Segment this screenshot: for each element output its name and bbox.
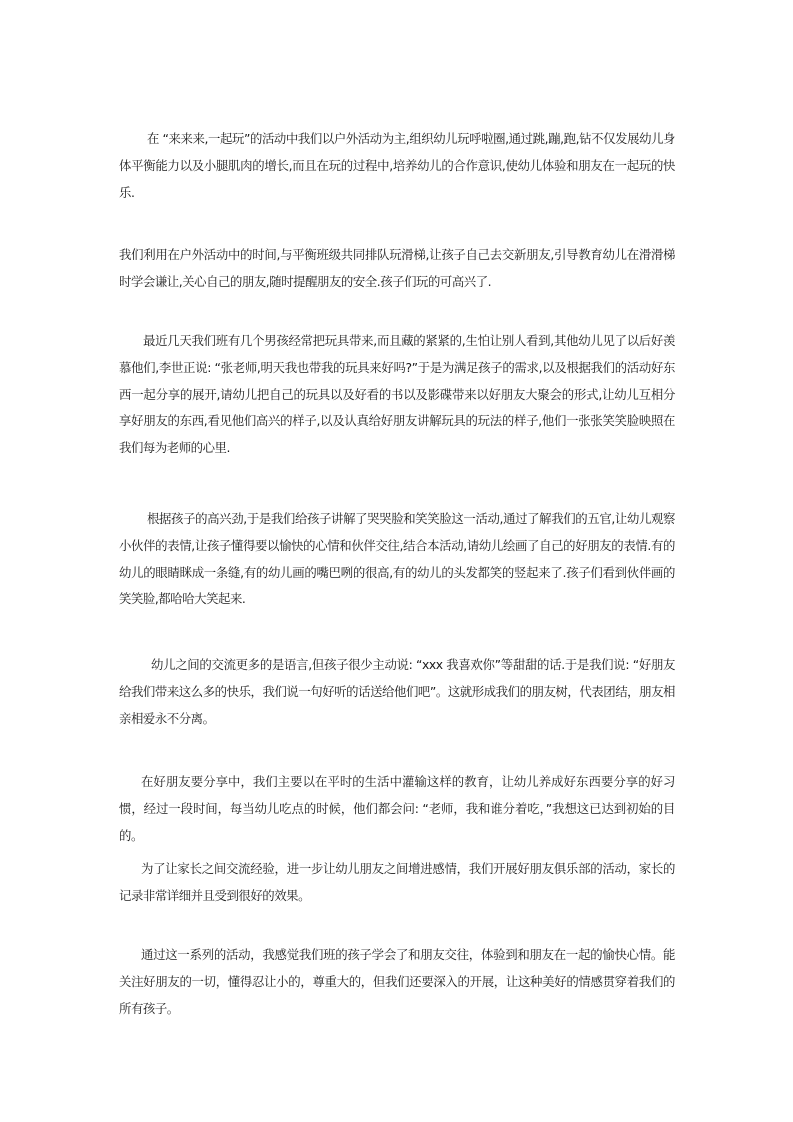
paragraph: 最近几天我们班有几个男孩经常把玩具带来,而且藏的紧紧的,生怕让别人看到,其他幼儿见了以后好羡慕他们,李世正说: “张老师,明天我也带我的玩具来好吗?”于是为满足孩子的需求,以及根据我们的活动好东西一起分享的展开,请幼儿把自己的玩具以及好看的书以及影碟带来以好朋友大聚会的形式,让幼儿互相分享好朋友的东西,看见他们高兴的样子,以及认真给好朋友讲解玩具的玩法的样子,他们一张张笑笑脸映照在我们每为老师的心里. (119, 333, 675, 456)
paragraph: 我们利用在户外活动中的时间,与平衡班级共同排队玩滑梯,让孩子自己去交新朋友,引导教育幼儿在滑滑梯时学会谦让,关心自己的朋友,随时提醒朋友的安全.孩子们玩的可高兴了. (119, 247, 675, 289)
paragraph: 根据孩子的高兴劲,于是我们给孩子讲解了哭哭脸和笑笑脸这一活动,通过了解我们的五官,让幼儿观察小伙伴的表情,让孩子懂得要以愉快的心情和伙伴交往,结合本活动,请幼儿绘画了自己的好朋友的表情.有的幼儿的眼睛眯成一条缝,有的幼儿画的嘴巴咧的很高,有的幼儿的头发都笑的竖起来了.孩子们看到伙伴画的笑笑脸,都哈哈大笑起来. (119, 511, 675, 607)
paragraph: 幼儿之间的交流更多的是语言,但孩子很少主动说: “xxx 我喜欢你”等甜甜的话.于是我们说: “好朋友给我们带来这么多的快乐，我们说一句好听的话送给他们吧”。这就形成我们的朋友树，代表团结，朋友相亲相爱永不分离。 (119, 657, 675, 726)
paragraph: 为了让家长之间交流经验，进一步让幼儿朋友之间增进感情，我们开展好朋友俱乐部的活动，家长的记录非常详细并且受到很好的效果。 (119, 861, 675, 903)
paragraph: 在好朋友要分享中，我们主要以在平时的生活中灌输这样的教育，让幼儿养成好东西要分享的好习惯，经过一段时间，每当幼儿吃点的时候，他们都会问: “老师，我和谁分着吃，”我想这已达到初始的目的。 (119, 774, 675, 843)
paragraph: 通过这一系列的活动，我感觉我们班的孩子学会了和朋友交往，体验到和朋友在一起的愉快心情。能关注好朋友的一切，懂得忍让小的，尊重大的，但我们还要深入的开展，让这种美好的情感贯穿着我们的所有孩子。 (119, 947, 675, 1016)
paragraph: 在 “来来来,一起玩”的活动中我们以户外活动为主,组织幼儿玩呼啦圈,通过跳,蹦,跑,钻不仅发展幼儿身体平衡能力以及小腿肌肉的增长,而且在玩的过程中,培养幼儿的合作意识,使幼儿体验和朋友在一起玩的快乐. (119, 131, 675, 200)
